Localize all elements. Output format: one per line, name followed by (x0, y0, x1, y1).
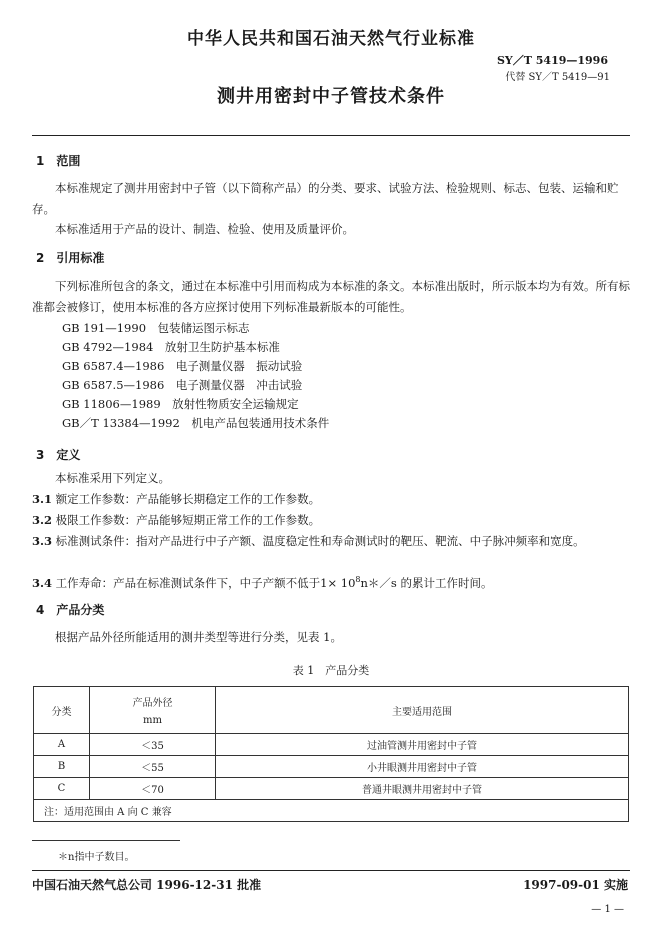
header-category: 分类 (34, 687, 90, 734)
reference-item: GB 6587.5—1986 电子测量仪器 冲击试验 (62, 378, 303, 392)
reference-item: GB 4792—1984 放射卫生防护基本标准 (62, 340, 280, 354)
definition-text: 额定工作参数：产品能够长期稳定工作的工作参数。 (55, 492, 321, 506)
table-caption: 表 1 产品分类 (292, 664, 370, 677)
cell-diameter: ＜35 (90, 734, 216, 756)
definition-text: 标准测试条件：指对产品进行中子产额、温度稳定性和寿命测试时的靶压、靶流、中子脉冲频率和宽度。 (55, 534, 585, 548)
section-1-paragraph-2: 本标准适用于产品的设计、制造、检验、使用及质量评价。 (55, 222, 354, 236)
reference-item: GB 11806—1989 放射性物质安全运输规定 (62, 397, 299, 411)
implementation-date: 1997-09-01 实施 (523, 878, 628, 892)
table-row (34, 734, 629, 756)
product-classification-table (33, 686, 629, 822)
reference-item: GB／T 13384—1992 机电产品包装通用技术条件 (62, 416, 330, 430)
approval-line: 中国石油天然气总公司 1996-12-31 批准 (32, 878, 262, 892)
header-diameter-unit: mm (143, 715, 162, 726)
section-2-intro: 下列标准所包含的条文，通过在本标准中引用而构成为本标准的条文。本标准出版时，所示版本均为有效。所有标准都会被修订，使用本标准的各方应探讨使用下列标准最新版本的可能性。 (32, 279, 630, 314)
section-3-heading: 3 定义 (36, 448, 81, 462)
standard-code: SY／T 5419—1996 (496, 54, 608, 67)
cell-category: B (34, 756, 90, 778)
definition-item (32, 531, 630, 552)
replaces-standard: 代替 SY／T 5419—91 (505, 72, 610, 83)
table-header-row (34, 687, 629, 734)
document-title: 测井用密封中子管技术条件 (217, 86, 445, 107)
definition-item (32, 569, 630, 594)
table-row (34, 778, 629, 800)
definition-superscript: 8 (355, 575, 361, 584)
cell-category: A (34, 734, 90, 756)
section-4-intro: 根据产品外径所能适用的测井类型等进行分类，见表 1。 (55, 630, 342, 644)
footnote: ＊n指中子数目。 (58, 852, 135, 863)
definition-text: 工作寿命：产品在标准测试条件下，中子产额不低于1× 10 (55, 575, 356, 590)
page-number: — 1 — (591, 904, 624, 915)
header-organization: 中华人民共和国石油天然气行业标准 (187, 29, 475, 49)
cell-category: C (34, 778, 90, 800)
cell-scope: 普通井眼测井用密封中子管 (216, 778, 629, 800)
definition-text: 极限工作参数：产品能够短期正常工作的工作参数。 (55, 513, 321, 527)
table-row (34, 756, 629, 778)
section-3-intro: 本标准采用下列定义。 (55, 471, 170, 485)
table-note: 注：适用范围由 A 向 C 兼容 (34, 800, 629, 822)
section-1-paragraph-1: 本标准规定了测井用密封中子管（以下简称产品）的分类、要求、试验方法、检验规则、标志、包装、运输和贮存。 (32, 181, 619, 216)
section-4-heading: 4 产品分类 (36, 603, 105, 617)
cell-scope: 小井眼测井用密封中子管 (216, 756, 629, 778)
footnote-rule (32, 840, 180, 841)
definition-number: 3.3 (32, 534, 53, 548)
cell-diameter: ＜55 (90, 756, 216, 778)
cell-diameter: ＜70 (90, 778, 216, 800)
header-diameter-label: 产品外径 (132, 698, 173, 709)
bottom-rule (32, 870, 630, 871)
definition-text: n＊／s 的累计工作时间。 (360, 575, 493, 590)
definition-number: 3.4 (32, 575, 53, 590)
top-rule (32, 135, 630, 136)
section-2-heading: 2 引用标准 (36, 251, 105, 265)
section-1-heading: 1 范围 (36, 154, 81, 168)
definition-number: 3.1 (32, 492, 53, 506)
definition-number: 3.2 (32, 513, 53, 527)
header-scope: 主要适用范围 (216, 687, 629, 734)
definition-item (32, 489, 630, 510)
reference-item: GB 191—1990 包装储运图示标志 (62, 321, 250, 335)
reference-item: GB 6587.4—1986 电子测量仪器 振动试验 (62, 359, 303, 373)
table-note-row (34, 800, 629, 822)
definition-item (32, 510, 630, 531)
cell-scope: 过油管测井用密封中子管 (216, 734, 629, 756)
header-diameter (90, 687, 216, 734)
